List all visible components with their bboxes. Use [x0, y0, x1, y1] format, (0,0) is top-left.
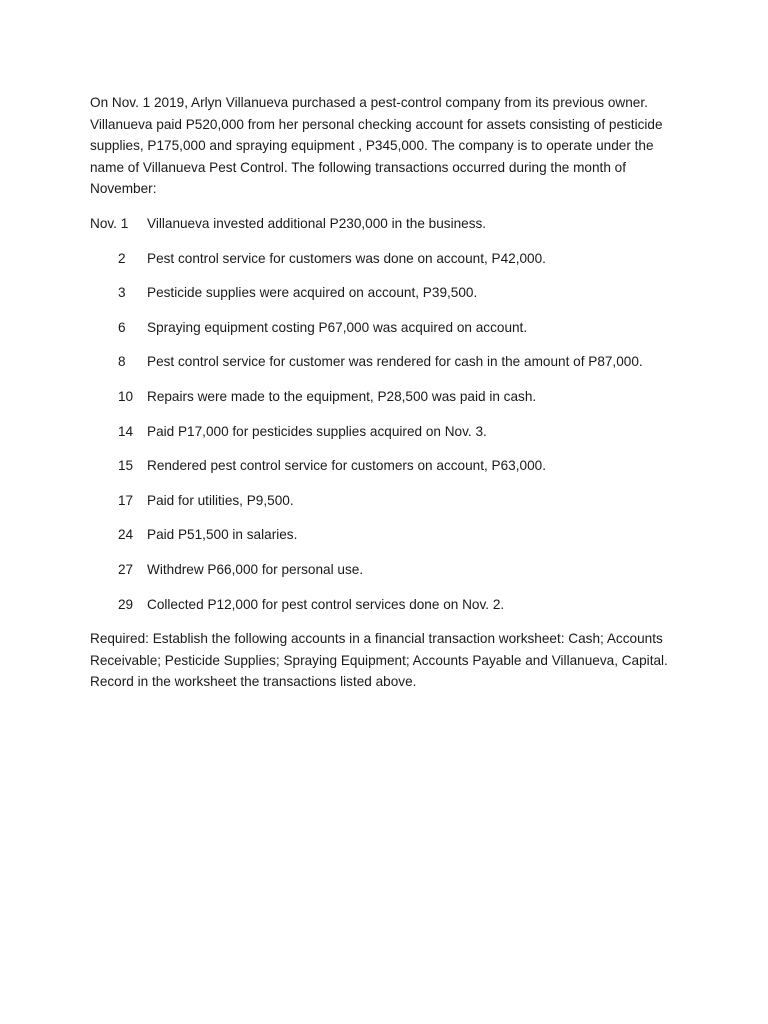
transaction-date: 10 — [118, 388, 134, 404]
transaction-description: Paid P51,500 in salaries. — [147, 527, 298, 543]
transaction-description: Paid for utilities, P9,500. — [147, 492, 294, 508]
transaction-date: Nov. 1 — [90, 215, 129, 231]
transaction-description: Pesticide supplies were acquired on account, P39,500. — [147, 285, 478, 301]
transaction-date: 2 — [118, 250, 126, 266]
transaction-date: 6 — [118, 319, 126, 335]
transaction-date: 15 — [118, 458, 134, 474]
transaction-description: Withdrew P66,000 for personal use. — [147, 561, 364, 577]
transaction-description: Pest control service for customer was rendered for cash in the amount of P87,000. — [147, 354, 643, 370]
transaction-date: 24 — [118, 527, 134, 543]
document-page — [90, 92, 690, 693]
transaction-date: 14 — [118, 423, 134, 439]
transaction-item — [90, 421, 690, 456]
transaction-item — [90, 317, 690, 352]
transaction-item — [90, 213, 690, 248]
transaction-item — [90, 594, 690, 629]
transaction-date: 8 — [118, 354, 126, 370]
transaction-list — [90, 213, 690, 628]
transaction-date: 27 — [118, 561, 134, 577]
transaction-description: Pest control service for customers was done on account, P42,000. — [147, 250, 546, 266]
transaction-item — [90, 351, 690, 386]
transaction-description: Repairs were made to the equipment, P28,500 was paid in cash. — [147, 388, 537, 404]
transaction-item — [90, 455, 690, 490]
transaction-description: Paid P17,000 for pesticides supplies acquired on Nov. 3. — [147, 423, 487, 439]
transaction-item — [90, 524, 690, 559]
transaction-date: 29 — [118, 596, 134, 612]
transaction-item — [90, 559, 690, 594]
transaction-item — [90, 386, 690, 421]
transaction-item — [90, 248, 690, 283]
transaction-description: Collected P12,000 for pest control services done on Nov. 2. — [147, 596, 505, 612]
transaction-date: 17 — [118, 492, 134, 508]
transaction-item — [90, 282, 690, 317]
required-paragraph: Required: Establish the following accounts in a financial transaction worksheet: Cash; Accounts Receivable; Pesticide Supplies; Spraying Equipment; Accounts Payable and Villanueva, Capital. Record in the worksheet the transactions listed above. — [90, 631, 668, 690]
transaction-item — [90, 490, 690, 525]
transaction-date: 3 — [118, 285, 126, 301]
transaction-description: Villanueva invested additional P230,000 in the business. — [147, 215, 487, 231]
transaction-description: Spraying equipment costing P67,000 was acquired on account. — [147, 319, 528, 335]
intro-paragraph: On Nov. 1 2019, Arlyn Villanueva purchased a pest-control company from its previous owner. Villanueva paid P520,000 from her personal checking account for assets consisting of pesticide supplies, P175,000 and spraying equipment , P345,000. The company is to operate under the name of Villanueva Pest Control. The following transactions occurred during the month of November: — [90, 95, 663, 197]
transaction-description: Rendered pest control service for customers on account, P63,000. — [147, 458, 546, 474]
